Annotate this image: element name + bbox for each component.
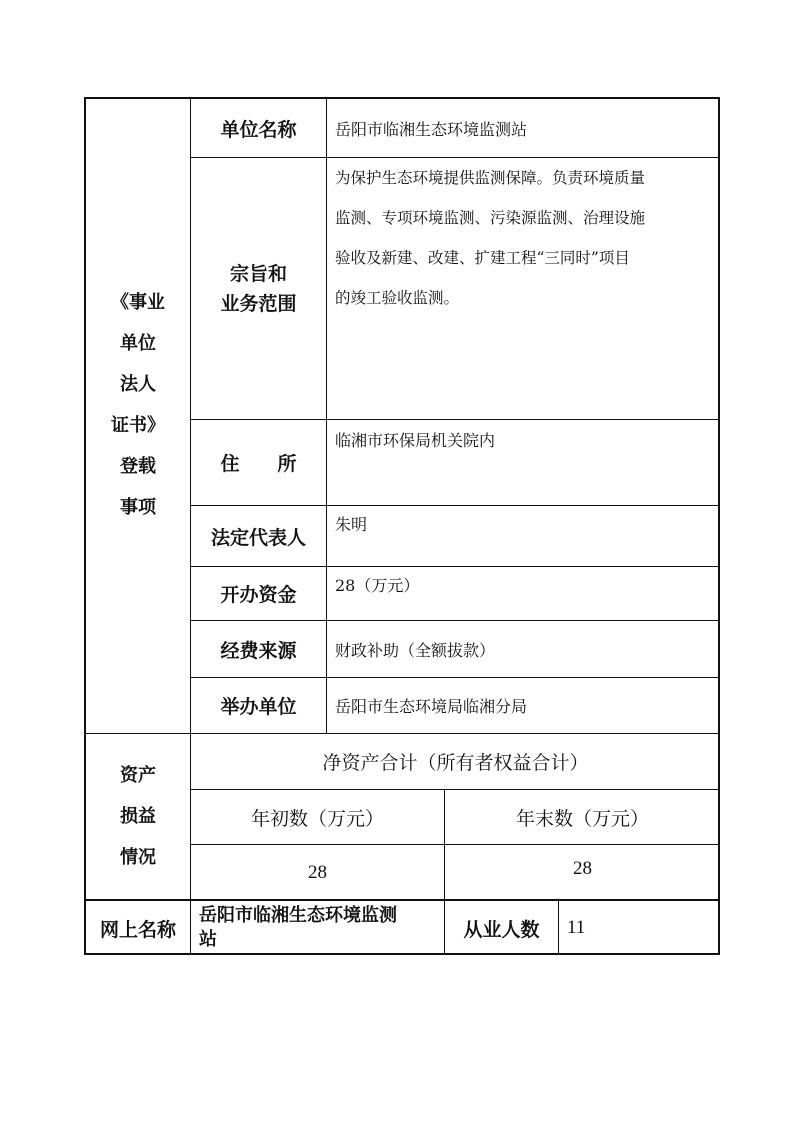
online-name-label-text: 网上名称 [99, 918, 176, 941]
sponsor-text: 岳阳市生态环境局临湘分局 [335, 697, 528, 716]
assets-label-line: 损益 [120, 806, 156, 827]
address-label-text: 住 所 [220, 453, 297, 475]
staff-count-text: 11 [567, 917, 586, 938]
address-text: 临湘市环保局机关院内 [335, 431, 496, 450]
purpose-label-line: 业务范围 [220, 292, 297, 315]
legal-rep-label-text: 法定代表人 [210, 526, 306, 549]
registration-form-table [84, 97, 720, 955]
staff-count-label-text: 从业人数 [463, 918, 540, 941]
net-assets-header [190, 733, 720, 789]
online-name-label [86, 899, 190, 955]
sponsor-label [190, 677, 326, 733]
begin-of-year-value-text: 28 [308, 862, 327, 883]
end-of-year-value-text: 28 [573, 858, 592, 879]
capital-label-text: 开办资金 [220, 584, 297, 606]
section-label-line: 法人 [120, 374, 156, 395]
end-of-year-label [444, 789, 720, 844]
section-label-line: 登载 [120, 456, 156, 477]
purpose-line: 的竣工验收监测。 [335, 289, 460, 307]
sponsor-label-text: 举办单位 [220, 696, 297, 718]
section-label-line: 证书》 [111, 415, 165, 436]
online-name-line: 岳阳市临湘生态环境监测 [199, 905, 397, 926]
legal-rep-label [190, 505, 326, 566]
assets-label-line: 资产 [120, 765, 156, 786]
online-name-value [190, 899, 444, 955]
section-label-registration [86, 99, 190, 733]
legal-rep-value [326, 505, 720, 566]
assets-label-line: 情况 [120, 847, 156, 868]
begin-of-year-label-text: 年初数（万元） [250, 807, 384, 830]
begin-of-year-value [190, 844, 444, 899]
end-of-year-value [444, 844, 720, 899]
capital-label [190, 566, 326, 620]
purpose-line: 为保护生态环境提供监测保障。负责环境质量 [335, 169, 646, 187]
unit-name-value [326, 99, 720, 157]
unit-name-text: 岳阳市临湘生态环境监测站 [335, 119, 528, 139]
funding-label-text: 经费来源 [220, 639, 297, 662]
sponsor-value [326, 677, 720, 733]
address-value [326, 419, 720, 505]
section-label-line: 《事业 [111, 292, 165, 313]
unit-name-label-text: 单位名称 [220, 118, 297, 141]
purpose-label [190, 157, 326, 419]
funding-text: 财政补助（全额拔款） [335, 640, 496, 660]
purpose-line: 监测、专项环境监测、污染源监测、治理设施 [335, 209, 646, 227]
capital-value [326, 566, 720, 620]
online-name-line: 站 [199, 929, 217, 950]
address-label [190, 419, 326, 505]
legal-rep-text: 朱明 [335, 515, 368, 534]
staff-count-value [558, 899, 720, 955]
purpose-line: 验收及新建、改建、扩建工程“三同时”项目 [335, 249, 630, 267]
purpose-value [326, 157, 720, 419]
section-label-line: 事项 [120, 497, 156, 518]
begin-of-year-label [190, 789, 444, 844]
unit-name-label [190, 99, 326, 157]
section-label-line: 单位 [120, 333, 156, 354]
purpose-label-line: 宗旨和 [229, 262, 287, 285]
end-of-year-label-text: 年末数（万元） [515, 807, 649, 830]
capital-text: 28（万元） [335, 576, 420, 595]
assets-section-label [86, 733, 190, 899]
funding-value [326, 620, 720, 677]
funding-label [190, 620, 326, 677]
net-assets-header-text: 净资产合计（所有者权益合计） [322, 752, 589, 774]
staff-count-label [444, 899, 558, 955]
